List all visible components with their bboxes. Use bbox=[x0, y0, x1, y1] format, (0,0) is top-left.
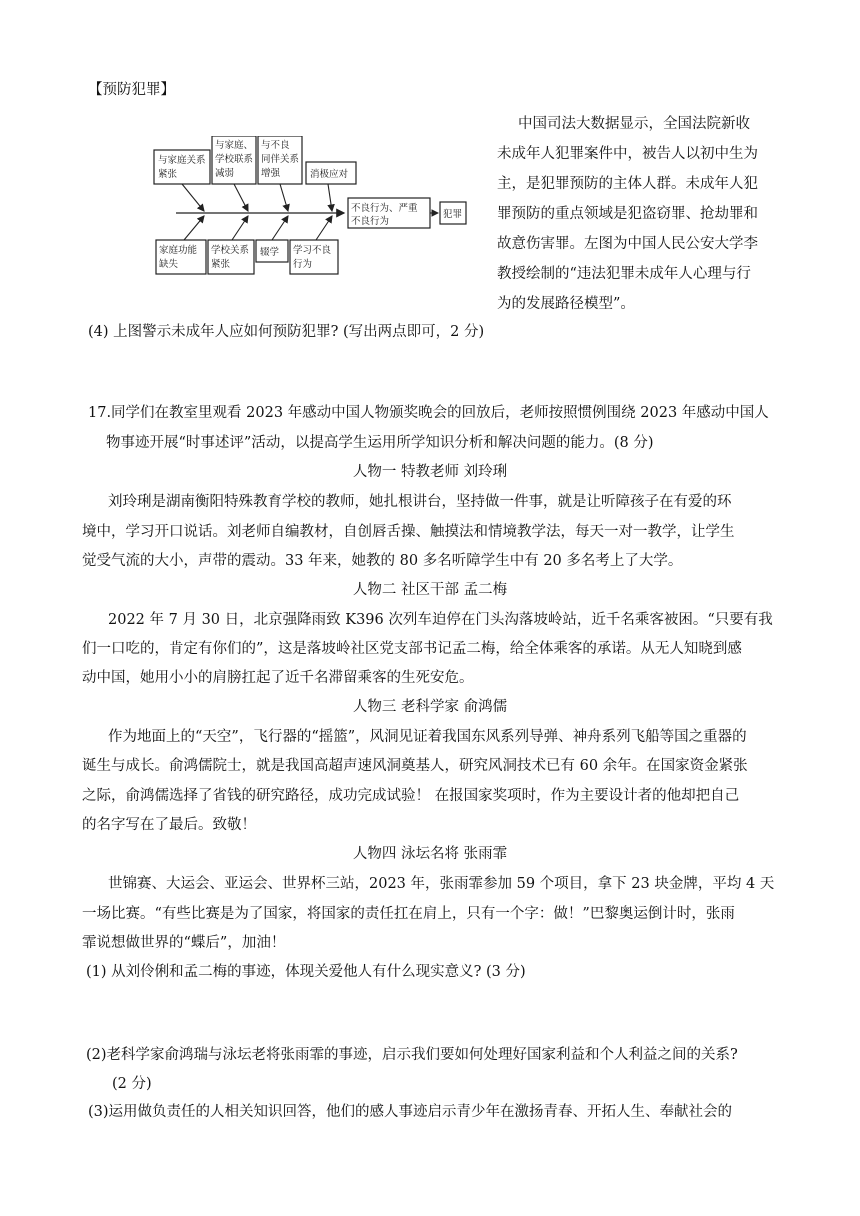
top-box-2-line-2: 学校联系 bbox=[215, 154, 254, 165]
question-17-line-1: 17.同学们在教室里观看 2023 年感动中国人物颁奖晚会的回放后，老师按照惯例围绕 2023 年感动中国人 bbox=[88, 405, 769, 421]
sub-question-1: (1) 从刘伶俐和孟二梅的事迹，体现关爱他人有什么现实意义? (3 分) bbox=[86, 964, 526, 980]
sub-question-2-line-2: (2 分) bbox=[112, 1076, 152, 1092]
person-3-line-2: 诞生与成长。俞鸿儒院士，就是我国高超声速风洞奠基人，研究风洞技术已有 60 余年。在国家资金紧张 bbox=[82, 758, 748, 774]
bottom-box-3 bbox=[256, 240, 288, 262]
person-1-title: 人物一 特教老师 刘玲琍 bbox=[352, 464, 508, 480]
side-paragraph-line-6: 教授绘制的“违法犯罪未成年人心理与行 bbox=[497, 266, 751, 282]
bottom-box-1 bbox=[156, 240, 206, 274]
crime-path-diagram bbox=[148, 136, 468, 276]
top-box-3-line-2: 同伴关系 bbox=[261, 154, 300, 165]
top-box-1-line-2: 紧张 bbox=[158, 169, 178, 180]
person-4-line-1: 世锦赛、大运会、亚运会、世界杯三站，2023 年，张雨霏参加 59 个项目，拿下 23 块金牌，平均 4 天 bbox=[108, 876, 775, 892]
side-paragraph-line-4: 罪预防的重点领域是犯盗窃罪、抢劫罪和 bbox=[497, 206, 758, 222]
person-4-line-3: 霏说想做世界的“蝶后”，加油！ bbox=[82, 935, 286, 951]
top-box-3 bbox=[258, 136, 302, 184]
bottom-box-1-line-1: 家庭功能 bbox=[159, 245, 198, 256]
section-title: 【预防犯罪】 bbox=[88, 82, 175, 98]
side-paragraph-line-5: 故意伤害罪。左图为中国人民公安大学李 bbox=[497, 236, 758, 252]
bottom-box-2 bbox=[208, 240, 254, 274]
top-box-4-line-1: 消极应对 bbox=[310, 169, 349, 180]
middle-box-line-2: 不良行为 bbox=[351, 216, 390, 227]
sub-question-3: (3)运用做负责任的人相关知识回答，他们的感人事迹启示青少年在激扬青春、开拓人生、奉献社会的 bbox=[88, 1104, 733, 1120]
question-4: (4) 上图警示未成年人应如何预防犯罪? (写出两点即可，2 分) bbox=[88, 324, 485, 340]
middle-box bbox=[348, 198, 430, 228]
bottom-box-2-line-2: 紧张 bbox=[211, 259, 231, 270]
side-paragraph-line-3: 主，是犯罪预防的主体人群。未成年人犯 bbox=[497, 176, 758, 192]
top-box-2 bbox=[212, 136, 256, 184]
side-paragraph-line-2: 未成年人犯罪案件中，被告人以初中生为 bbox=[497, 146, 758, 162]
top-box-4 bbox=[306, 162, 356, 184]
middle-box-line-1: 不良行为、严重 bbox=[351, 203, 418, 214]
top-box-1 bbox=[154, 150, 210, 184]
person-3-title: 人物三 老科学家 俞鸿儒 bbox=[352, 699, 508, 715]
top-box-1-line-1: 与家庭关系 bbox=[158, 155, 206, 166]
top-box-3-line-1: 与不良 bbox=[261, 140, 290, 151]
person-1-line-2: 境中，学习开口说话。刘老师自编教材，自创唇舌操、触摸法和情境教学法，每天一对一教学，让学生 bbox=[82, 524, 735, 540]
question-17-line-2: 物事迹开展“时事述评”活动，以提高学生运用所学知识分析和解决问题的能力。(8 分) bbox=[106, 435, 654, 451]
person-2-title: 人物二 社区干部 孟二梅 bbox=[352, 582, 508, 598]
bottom-box-4-line-1: 学习不良 bbox=[293, 245, 332, 256]
person-2-line-2: 们一口吃的，肯定有你们的”，这是落坡岭社区党支部书记孟二梅，给全体乘客的承诺。从无人知晓到感 bbox=[82, 641, 742, 657]
end-box bbox=[440, 202, 466, 224]
person-3-line-3: 之际，俞鸿儒选择了省钱的研究路径，成功完成试验！ 在报国家奖项时，作为主要设计者的他却把自己 bbox=[82, 788, 740, 804]
person-4-line-2: 一场比赛。“有些比赛是为了国家，将国家的责任扛在肩上，只有一个字：做！”巴黎奥运倒计时，张雨 bbox=[82, 906, 735, 922]
sub-question-2-line-1: (2)老科学家俞鸿瑞与泳坛老将张雨霏的事迹，启示我们要如何处理好国家利益和个人利益之间的关系? bbox=[86, 1047, 738, 1063]
side-paragraph-line-1: 中国司法大数据显示，全国法院新收 bbox=[518, 116, 750, 132]
top-box-3-line-3: 增强 bbox=[261, 168, 281, 179]
top-box-2-line-1: 与家庭、 bbox=[215, 140, 254, 151]
person-2-line-3: 动中国，她用小小的肩膀扛起了近千名滞留乘客的生死安危。 bbox=[82, 670, 474, 686]
top-box-2-line-3: 减弱 bbox=[215, 168, 235, 179]
person-3-line-4: 的名字写在了最后。致敬！ bbox=[82, 817, 256, 833]
side-paragraph-line-7: 为的发展路径模型”。 bbox=[497, 296, 635, 312]
bottom-box-4 bbox=[290, 240, 338, 274]
bottom-box-2-line-1: 学校关系 bbox=[211, 245, 250, 256]
bottom-box-4-line-2: 行为 bbox=[293, 259, 313, 270]
end-box-label: 犯罪 bbox=[443, 209, 463, 220]
bottom-box-3-line-1: 辍学 bbox=[260, 247, 280, 258]
bottom-box-1-line-2: 缺失 bbox=[159, 259, 179, 270]
person-2-line-1: 2022 年 7 月 30 日，北京强降雨致 K396 次列车迫停在门头沟落坡岭站，近千名乘客被困。“只要有我 bbox=[108, 612, 773, 628]
person-3-line-1: 作为地面上的“天空”，飞行器的“摇篮”，风洞见证着我国东风系列导弹、神舟系列飞船等国之重器的 bbox=[108, 729, 747, 745]
person-4-title: 人物四 泳坛名将 张雨霏 bbox=[352, 846, 508, 862]
person-1-line-3: 觉受气流的大小，声带的震动。33 年来，她教的 80 多名听障学生中有 20 多名考上了大学。 bbox=[82, 553, 683, 569]
person-1-line-1: 刘玲琍是湖南衡阳特殊教育学校的教师，她扎根讲台，坚持做一件事，就是让听障孩子在有爱的环 bbox=[108, 494, 732, 510]
